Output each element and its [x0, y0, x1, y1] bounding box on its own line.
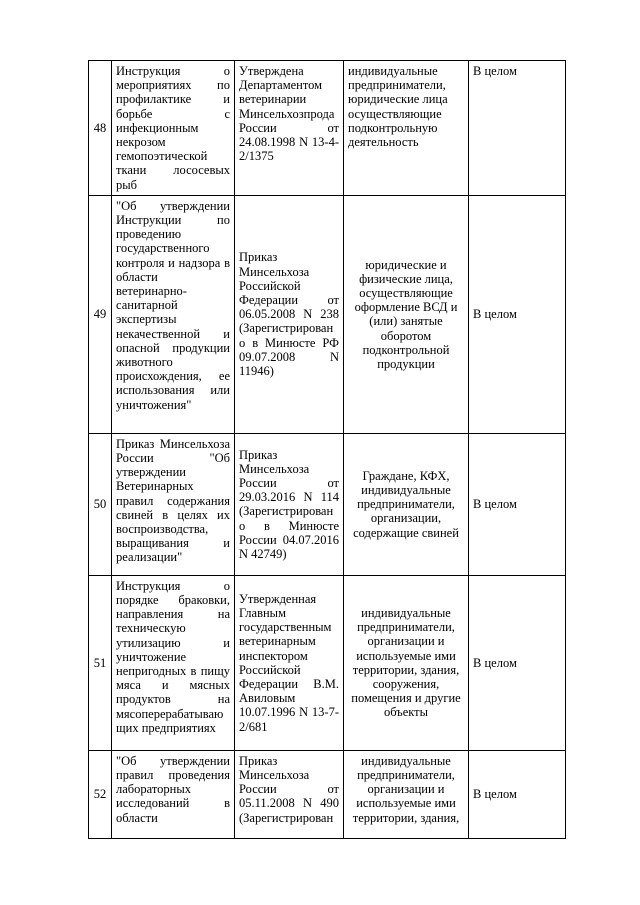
table-row: [89, 195, 566, 433]
subjects: юридические и физические лица, осуществляющие оформление ВСД и (или) занятые оборотом подконтрольной продукции: [344, 195, 469, 433]
act-name: Инструкция о мероприятиях по профилактике и борьбе с инфекционным некрозом гемопоэтической ткани лососевых рыб: [112, 61, 235, 196]
regulations-table: [88, 60, 566, 839]
subjects: Граждане, КФХ, индивидуальные предприниматели, организации, содержащие свиней: [344, 433, 469, 575]
subjects: индивидуальные предприниматели, организации и используемые ими территории, здания,: [344, 750, 469, 838]
act-name: Приказ Минсельхоза России "Об утверждении Ветеринарных правил содержания свиней в целях их воспроизводства, выращивания и реализации": [112, 433, 235, 575]
row-number: 48: [89, 61, 112, 196]
row-number: 50: [89, 433, 112, 575]
act-details: Приказ Минсельхоза России от 05.11.2008 N 490 (Зарегистрирован: [235, 750, 344, 838]
subjects: индивидуальные предприниматели, юридические лица осуществляющие подконтрольную деятельность: [344, 61, 469, 196]
row-number: 49: [89, 195, 112, 433]
scope: В целом: [469, 750, 566, 838]
table-row: [89, 750, 566, 838]
act-name: Инструкция о порядке браковки, направления на техническую утилизацию и уничтожение непригодных в пищу мяса и мясных продуктов на мясоперерабатываю щих предприятиях: [112, 575, 235, 750]
act-name: "Об утверждении правил проведения лабораторных исследований в области: [112, 750, 235, 838]
table-row: [89, 61, 566, 196]
document-page: [88, 60, 565, 839]
act-details: Утверждена Департаментом ветеринарии Минсельхозпрода России от 24.08.1998 N 13-4-2/1375: [235, 61, 344, 196]
scope: В целом: [469, 195, 566, 433]
row-number: 51: [89, 575, 112, 750]
act-details: Приказ Минсельхоза Российской Федерации от 06.05.2008 N 238 (Зарегистрирован о в Минюсте РФ 09.07.2008 N 11946): [235, 195, 344, 433]
subjects: индивидуальные предприниматели, организации и используемые ими территории, здания, сооружения, помещения и другие объекты: [344, 575, 469, 750]
scope: В целом: [469, 575, 566, 750]
scope: В целом: [469, 61, 566, 196]
row-number: 52: [89, 750, 112, 838]
act-details: Утвержденная Главным государственным ветеринарным инспектором Российской Федерации В.М. Авиловым 10.07.1996 N 13-7-2/681: [235, 575, 344, 750]
act-name: "Об утверждении Инструкции по проведению государственного контроля и надзора в области ветеринарно-санитарной экспертизы некачественной и опасной продукции животного происхождения, ее использования или уничтожения": [112, 195, 235, 433]
table-row: [89, 575, 566, 750]
table-row: [89, 433, 566, 575]
act-details: Приказ Минсельхоза России от 29.03.2016 N 114 (Зарегистрирован о в Минюсте России 04.07.2016 N 42749): [235, 433, 344, 575]
scope: В целом: [469, 433, 566, 575]
